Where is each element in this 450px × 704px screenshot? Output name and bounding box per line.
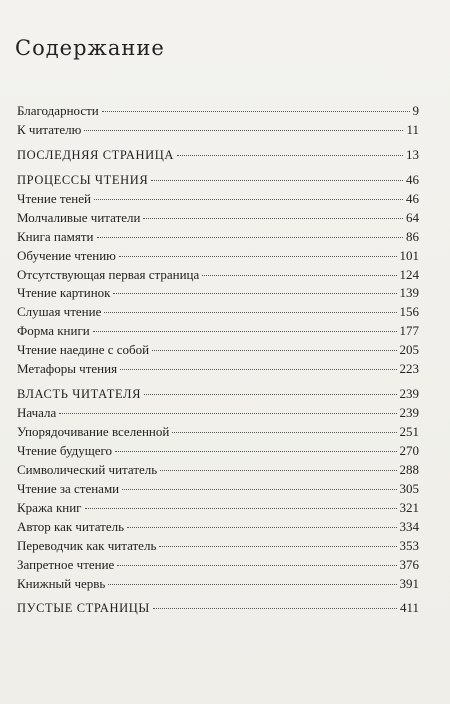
dot-leader bbox=[104, 312, 396, 313]
dot-leader bbox=[202, 275, 396, 276]
toc-entry-page-number: 411 bbox=[399, 600, 419, 616]
toc-entry-title: Запретное чтение bbox=[17, 556, 115, 572]
dot-leader bbox=[151, 180, 403, 181]
toc-entry-title: Символический читатель bbox=[17, 461, 158, 477]
toc-entry bbox=[17, 423, 419, 442]
toc-entry bbox=[17, 247, 419, 266]
dot-leader bbox=[119, 256, 397, 257]
toc-entry bbox=[17, 442, 419, 461]
toc-entry bbox=[17, 266, 419, 285]
dot-leader bbox=[115, 451, 396, 452]
dot-leader bbox=[120, 369, 396, 370]
toc-entry-page-number: 205 bbox=[399, 342, 419, 358]
dot-leader bbox=[85, 508, 397, 509]
dot-leader bbox=[172, 432, 396, 433]
toc-entry-page-number: 139 bbox=[399, 285, 419, 301]
dot-leader bbox=[127, 527, 396, 528]
dot-leader bbox=[84, 130, 403, 131]
dot-leader bbox=[177, 155, 403, 156]
toc-entry-title: Начала bbox=[17, 405, 57, 421]
toc-entry bbox=[17, 461, 419, 480]
toc-entry bbox=[17, 385, 419, 404]
toc-entry-page-number: 288 bbox=[399, 461, 419, 477]
toc-entry-page-number: 270 bbox=[399, 442, 419, 458]
toc-entry-page-number: 86 bbox=[406, 228, 419, 244]
dot-leader bbox=[144, 394, 396, 395]
toc-entry-page-number: 64 bbox=[406, 209, 419, 225]
toc-entry-title: Чтение теней bbox=[17, 190, 91, 206]
toc-entry-title: Чтение картинок bbox=[17, 285, 111, 301]
toc-entry-page-number: 239 bbox=[399, 386, 419, 402]
toc-entry-page-number: 156 bbox=[399, 304, 419, 320]
toc-entry bbox=[17, 121, 419, 140]
toc-entry-page-number: 13 bbox=[406, 146, 419, 162]
dot-leader bbox=[152, 350, 396, 351]
toc-entry-page-number: 46 bbox=[406, 171, 419, 187]
toc-entry-page-number: 223 bbox=[399, 361, 419, 377]
toc-entry bbox=[17, 190, 419, 209]
dot-leader bbox=[97, 237, 403, 238]
dot-leader bbox=[59, 413, 396, 414]
toc-entry-page-number: 11 bbox=[406, 121, 419, 137]
toc-entry bbox=[17, 499, 419, 518]
toc-entry-title: Чтение будущего bbox=[17, 442, 113, 458]
toc-entry-page-number: 177 bbox=[399, 323, 419, 339]
toc-entry-page-number: 334 bbox=[399, 518, 419, 534]
dot-leader bbox=[113, 293, 396, 294]
toc-entry-title: Переводчик как читатель bbox=[17, 537, 157, 553]
toc-entry-title: Метафоры чтения bbox=[17, 361, 118, 377]
toc-entry bbox=[17, 209, 419, 228]
toc-entry-title: Кража книг bbox=[17, 499, 82, 515]
toc-entry-page-number: 391 bbox=[399, 575, 419, 591]
toc-entry bbox=[17, 480, 419, 499]
toc-entry-page-number: 321 bbox=[399, 499, 419, 515]
dot-leader bbox=[122, 489, 396, 490]
toc-entry bbox=[17, 284, 419, 303]
toc-entry-title: Чтение наедине с собой bbox=[17, 342, 150, 358]
toc-entry bbox=[17, 146, 419, 165]
toc-entry bbox=[17, 341, 419, 360]
toc-entry-title: Молчаливые читатели bbox=[17, 209, 141, 225]
toc-entry-title: Автор как читатель bbox=[17, 518, 125, 534]
toc-entry-title: ВЛАСТЬ ЧИТАТЕЛЯ bbox=[17, 387, 142, 402]
toc-entry-title: ПРОЦЕССЫ ЧТЕНИЯ bbox=[17, 172, 149, 187]
dot-leader bbox=[94, 199, 403, 200]
toc-entry bbox=[17, 537, 419, 556]
toc-entry-title: Отсутствующая первая страница bbox=[17, 266, 200, 282]
toc-entry bbox=[17, 102, 419, 121]
toc-entry bbox=[17, 303, 419, 322]
dot-leader bbox=[143, 218, 403, 219]
dot-leader bbox=[160, 470, 396, 471]
toc-entry bbox=[17, 518, 419, 537]
toc-entry bbox=[17, 322, 419, 341]
dot-leader bbox=[153, 608, 397, 609]
toc-entry-page-number: 46 bbox=[406, 190, 419, 206]
toc-entry-title: ПУСТЫЕ СТРАНИЦЫ bbox=[17, 601, 150, 616]
dot-leader bbox=[108, 584, 396, 585]
toc-entry-page-number: 251 bbox=[399, 424, 419, 439]
page-title: Содержание bbox=[15, 36, 165, 60]
dot-leader bbox=[117, 565, 396, 566]
toc-entry bbox=[17, 556, 419, 575]
toc-entry-title: Благодарности bbox=[17, 103, 99, 118]
toc-entry-title: ПОСЛЕДНЯЯ СТРАНИЦА bbox=[17, 147, 174, 162]
toc-entry-title: Форма книги bbox=[17, 323, 90, 339]
dot-leader bbox=[159, 546, 396, 547]
toc-entry-title: Упорядочивание вселенной bbox=[17, 424, 170, 439]
toc-entry-page-number: 376 bbox=[399, 556, 419, 572]
toc-entry bbox=[17, 360, 419, 379]
toc-entry-page-number: 101 bbox=[399, 247, 419, 263]
dot-leader bbox=[102, 111, 410, 112]
toc-entry-title: Книга памяти bbox=[17, 228, 94, 244]
toc-entry-title: Слушая чтение bbox=[17, 304, 102, 320]
toc-entry bbox=[17, 228, 419, 247]
toc-entry-page-number: 124 bbox=[399, 266, 419, 282]
toc-entry-title: Обучение чтению bbox=[17, 247, 116, 263]
toc-entry-page-number: 353 bbox=[399, 537, 419, 553]
toc-entry-page-number: 9 bbox=[412, 103, 419, 118]
table-of-contents bbox=[17, 102, 419, 618]
toc-entry-page-number: 239 bbox=[399, 405, 419, 421]
toc-entry-title: К читателю bbox=[17, 121, 82, 137]
toc-entry bbox=[17, 599, 419, 618]
toc-entry bbox=[17, 171, 419, 190]
toc-entry-title: Чтение за стенами bbox=[17, 480, 120, 496]
toc-entry bbox=[17, 404, 419, 423]
toc-entry bbox=[17, 575, 419, 594]
toc-entry-title: Книжный червь bbox=[17, 575, 106, 591]
dot-leader bbox=[93, 331, 397, 332]
toc-entry-page-number: 305 bbox=[399, 480, 419, 496]
